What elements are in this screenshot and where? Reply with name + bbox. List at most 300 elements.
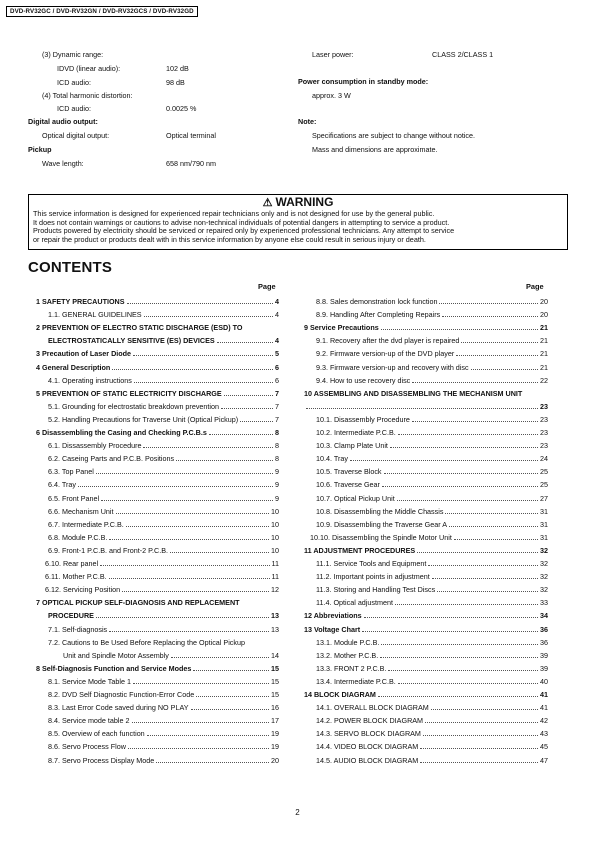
toc-entry[interactable] [316,297,548,306]
toc-entry[interactable] [304,546,548,555]
toc-entry[interactable] [48,638,279,647]
toc-entry[interactable] [48,494,279,503]
toc-entry-title: 6.12. Servicing Position [45,585,121,595]
toc-entry[interactable] [304,625,548,634]
toc-entry-title: 4.1. Operating instructions [48,375,132,385]
toc-entry-title: 6.1. Dissassembly Procedure [48,441,142,451]
toc-entry-title: 10.10. Disassembling the Spindle Motor Unit [310,532,452,542]
spec-text: Note: [298,117,317,126]
toc-entry-page: 7 [275,401,279,411]
toc-entry-page: 21 [540,349,548,359]
toc-entry[interactable] [48,546,279,555]
spec-text: 658 nm/790 nm [166,159,216,168]
spec-text: Laser power: [312,50,354,59]
toc-entry-page: 11 [271,572,279,582]
toc-leader-dots [442,316,538,317]
toc-entry-page: 14 [271,650,279,660]
toc-leader-dots [156,762,269,763]
toc-entry-title: 10.4. Tray [316,454,348,464]
toc-entry-title: 10.9. Disassembling the Traverse Gear A [316,519,448,529]
toc-entry[interactable] [304,690,548,699]
toc-entry-page: 10 [271,545,279,555]
toc-entry[interactable] [316,703,548,712]
page-column-label-left: Page [258,282,276,291]
spec-text: Power consumption in standby mode: [298,77,429,86]
toc-entry-title: 7.1. Self-diagnosis [48,624,108,634]
toc-leader-dots [128,748,269,749]
toc-entry-page: 8 [275,454,279,464]
toc-entry-page: 32 [540,572,548,582]
spec-text: Optical terminal [166,131,216,140]
toc-entry-title: 6.3. Top Panel [48,467,94,477]
toc-entry-page: 4 [275,310,279,320]
toc-entry-page: 36 [540,624,548,634]
toc-leader-dots [221,408,273,409]
warning-line: Products powered by electricity should be serviced or repaired only by experienced professional technicians. Any attempt to service [33,226,455,236]
toc-entry-page: 22 [540,375,548,385]
warning-line: or repair the product or products dealt with in this service information by anyone else could result in serious injury or death. [33,234,426,244]
toc-entry-title: 14.2. POWER BLOCK DIAGRAM [316,716,424,726]
toc-leader-dots [423,735,538,736]
spec-text: Digital audio output: [28,117,98,126]
toc-entry[interactable] [48,310,279,319]
toc-entry-title: 12 Abbreviations [304,611,362,621]
toc-entry-page: 4 [275,297,279,306]
warning-title-text: WARNING [275,195,334,209]
toc-entry[interactable] [36,389,279,398]
toc-leader-dots [147,735,269,736]
toc-leader-dots [384,473,538,474]
toc-leader-dots [122,591,269,592]
toc-leader-dots [437,591,538,592]
toc-entry-page: 32 [540,559,548,568]
toc-entry-page: 8 [275,441,279,451]
toc-entry-title: 8.9. Handling After Completing Repairs [316,310,441,320]
warning-line: It does not contain warnings or cautions to advise non-technical individuals of potential dangers in attempting to service a product. [33,217,450,227]
toc-entry-page: 16 [271,703,279,713]
toc-entry-title: 8.4. Service mode table 2 [48,716,130,726]
toc-entry[interactable] [36,598,279,607]
toc-entry-page: 31 [540,519,548,529]
toc-entry-title: 3 Precaution of Laser Diode [36,349,132,359]
toc-entry[interactable] [48,480,279,489]
toc-entry[interactable] [316,441,548,450]
toc-entry-page: 9 [275,467,279,477]
toc-entry-page: 13 [271,624,279,634]
toc-entry-page: 20 [271,755,279,765]
toc-entry[interactable] [316,363,548,372]
toc-entry-page: 33 [540,598,548,608]
spec-text: 0.0025 % [166,104,197,113]
toc-leader-dots [109,578,270,579]
toc-entry-page: 13 [271,611,279,621]
toc-entry[interactable] [48,507,279,516]
toc-entry[interactable] [316,729,548,738]
toc-leader-dots [96,617,269,618]
toc-entry-title: PROCEDURE [48,611,94,621]
toc-entry-page: 25 [540,480,548,490]
toc-entry[interactable] [48,376,279,385]
toc-entry-page: 27 [540,493,548,503]
toc-entry-title: 6.10. Rear panel [45,559,99,568]
toc-entry-title: 8.1. Service Mode Table 1 [48,676,131,686]
toc-entry-title: Unit and Spindle Motor Assembly [63,650,169,660]
toc-entry-page: 32 [540,545,548,555]
toc-entry-title: 13.1. Module P.C.B. [316,637,380,647]
toc-entry-page: 24 [540,454,548,464]
toc-entry[interactable] [63,651,279,660]
warning-body [29,210,567,244]
toc-leader-dots [100,565,269,566]
toc-entry[interactable] [310,533,548,542]
toc-leader-dots [126,526,269,527]
toc-leader-dots [193,670,269,671]
toc-entry-title: 6.6. Mechanism Unit [48,506,114,516]
toc-entry[interactable] [48,716,279,725]
toc-leader-dots [428,565,538,566]
toc-entry-page: 23 [540,414,548,424]
toc-leader-dots [224,395,273,396]
toc-entry[interactable] [316,349,548,358]
toc-entry-title: 10.8. Disassembling the Middle Chassis [316,506,444,516]
toc-leader-dots [143,447,273,448]
warning-title [29,196,567,210]
toc-entry[interactable] [48,690,279,699]
toc-entry-title: 8.8. Sales demonstration lock function [316,297,438,306]
warning-triangle-icon: ⚠ [262,197,273,209]
toc-entry-page: 39 [540,650,548,660]
toc-entry-title: 9.3. Firmware version-up and recovery with disc [316,362,469,372]
toc-entry[interactable] [48,756,279,765]
toc-entry[interactable] [304,389,548,398]
toc-entry-title: 10.6. Traverse Gear [316,480,380,490]
toc-entry-page: 41 [540,703,548,713]
toc-entry-title: 1.1. GENERAL GUIDELINES [48,310,142,320]
toc-entry-title: 6.7. Intermediate P.C.B. [48,519,124,529]
toc-entry[interactable] [48,625,279,634]
toc-entry-page: 31 [540,532,548,542]
toc-leader-dots [420,762,538,763]
spec-text: Specifications are subject to change without notice. [312,131,476,140]
toc-entry-page: 15 [271,676,279,686]
toc-entry-page: 23 [540,428,548,437]
toc-leader-dots [364,617,538,618]
toc-entry[interactable] [316,742,548,751]
toc-entry-title: 9.4. How to use recovery disc [316,375,411,385]
toc-entry-page: 7 [275,414,279,424]
toc-leader-dots [191,709,270,710]
toc-entry[interactable] [316,520,548,529]
toc-entry[interactable] [45,572,279,581]
toc-leader-dots [101,500,273,501]
toc-entry-title: 9 Service Precautions [304,323,379,333]
toc-entry[interactable] [36,297,279,306]
toc-leader-dots [362,631,538,632]
toc-entry[interactable] [48,677,279,686]
toc-entry[interactable] [316,454,548,463]
toc-entry-page: 15 [271,690,279,699]
toc-leader-dots [420,748,538,749]
toc-entry-title: 10 ASSEMBLING AND DISASSEMBLING THE MECHANISM UNIT [304,388,523,398]
toc-entry[interactable] [304,402,548,411]
toc-entry-page: 6 [275,375,279,385]
toc-entry[interactable] [316,598,548,607]
document-header: DVD-RV32GC / DVD-RV32GN / DVD-RV32GCS / DVD-RV32GD [6,6,198,17]
toc-entry-page: 9 [275,480,279,490]
toc-entry[interactable] [45,559,279,568]
page-column-label-right: Page [526,282,544,291]
toc-entry-title: 14.3. SERVO BLOCK DIAGRAM [316,729,421,739]
toc-entry-title: 6.11. Mother P.C.B. [45,572,107,582]
toc-entry-page: 15 [271,663,279,673]
toc-entry[interactable] [48,703,279,712]
toc-entry-title: 4 General Description [36,362,111,372]
spec-text: CLASS 2/CLASS 1 [432,50,494,59]
toc-leader-dots [431,709,538,710]
toc-entry-title: 14 BLOCK DIAGRAM [304,690,376,699]
toc-entry-page: 11 [271,559,279,568]
toc-entry-page: 21 [540,323,548,333]
toc-leader-dots [380,657,538,658]
toc-leader-dots [217,342,273,343]
toc-entry[interactable] [316,651,548,660]
toc-entry[interactable] [36,363,279,372]
toc-leader-dots [397,500,538,501]
toc-entry-title: 6 Disassembling the Casing and Checking P.C.B.s [36,428,207,437]
toc-entry-title: 11 ADJUSTMENT PROCEDURES [304,545,416,555]
spec-text: Mass and dimensions are approximate. [312,145,438,154]
toc-leader-dots [395,604,538,605]
toc-entry-page: 6 [275,362,279,372]
toc-entry[interactable] [316,716,548,725]
toc-entry-page: 36 [540,637,548,647]
toc-entry-title: 10.5. Traverse Block [316,467,382,477]
toc-entry[interactable] [45,585,279,594]
toc-entry-title: 11.4. Optical adjustment [316,598,393,608]
toc-entry-title: 8 Self-Diagnosis Function and Service Modes [36,663,192,673]
toc-leader-dots [390,447,538,448]
toc-entry[interactable] [48,402,279,411]
toc-leader-dots [112,369,273,370]
toc-leader-dots [170,552,269,553]
toc-leader-dots [132,722,269,723]
toc-entry[interactable] [48,415,279,424]
toc-entry[interactable] [316,494,548,503]
toc-entry-title: 5.2. Handling Precautions for Traverse Unit (Optical Pickup) [48,414,239,424]
warning-box [28,194,568,250]
toc-entry[interactable] [36,323,279,332]
toc-entry-page: 10 [271,506,279,516]
toc-entry[interactable] [36,428,279,437]
toc-entry-title: 9.2. Firmware version-up of the DVD player [316,349,455,359]
toc-leader-dots [417,552,538,553]
toc-entry[interactable] [316,415,548,424]
toc-entry-title: 14.1. OVERALL BLOCK DIAGRAM [316,703,429,713]
toc-entry-page: 19 [271,729,279,739]
toc-leader-dots [471,369,538,370]
toc-leader-dots [412,382,538,383]
toc-entry[interactable] [304,611,548,620]
contents-heading: CONTENTS [28,259,113,276]
toc-entry[interactable] [48,454,279,463]
toc-entry-page: 43 [540,729,548,739]
toc-entry[interactable] [316,638,548,647]
toc-entry-title: 8.5. Overview of each function [48,729,145,739]
toc-leader-dots [196,696,269,697]
spec-text: (4) Total harmonic distortion: [42,91,133,100]
toc-leader-dots [461,342,538,343]
toc-entry-page: 39 [540,663,548,673]
toc-entry[interactable] [316,677,548,686]
toc-entry-title: 13.3. FRONT 2 P.C.B. [316,663,387,673]
spec-text: 98 dB [166,78,185,87]
toc-entry-page: 31 [540,506,548,516]
toc-entry[interactable] [36,349,279,358]
toc-entry-title: 8.3. Last Error Code saved during NO PLAY [48,703,189,713]
toc-entry-title: 14.4. VIDEO BLOCK DIAGRAM [316,742,419,752]
toc-entry[interactable] [316,585,548,594]
toc-entry-title: 13 Voltage Chart [304,624,361,634]
toc-leader-dots [381,644,538,645]
toc-entry-title: 11.1. Service Tools and Equipment [316,559,427,568]
toc-leader-dots [378,696,538,697]
spec-text: IDVD (linear audio): [57,64,121,73]
toc-leader-dots [240,421,273,422]
toc-entry-page: 21 [540,336,548,346]
toc-entry-title: ELECTROSTATICALLY SENSITIVE (ES) DEVICES [48,336,215,346]
toc-entry[interactable] [316,428,548,437]
toc-entry-title: 11.2. Important points in adjustment [316,572,430,582]
toc-leader-dots [432,578,538,579]
toc-entry[interactable] [48,742,279,751]
warning-line: This service information is designed for experienced repair technicians only and is not designed for use by the general public. [33,209,435,218]
toc-entry-title: 10.3. Clamp Plate Unit [316,441,388,451]
toc-entry-page: 23 [540,401,548,411]
toc-entry-page: 40 [540,676,548,686]
spec-text: ICD audio: [57,104,91,113]
toc-leader-dots [445,513,538,514]
toc-leader-dots [398,683,538,684]
toc-entry-title: 10.1. Disassembly Procedure [316,414,410,424]
toc-leader-dots [96,473,273,474]
toc-leader-dots [209,434,273,435]
toc-leader-dots [449,526,538,527]
spec-text: Wave length: [42,159,84,168]
toc-entry[interactable] [316,572,548,581]
toc-entry-title: 5 PREVENTION OF STATIC ELECTRICITY DISCHARGE [36,388,222,398]
toc-entry-title: 8.7. Servo Process Display Mode [48,755,155,765]
toc-entry-page: 41 [540,690,548,699]
page-number: 2 [295,808,300,817]
toc-entry-page: 25 [540,467,548,477]
toc-entry-page: 42 [540,716,548,726]
toc-leader-dots [171,657,269,658]
toc-entry-page: 10 [271,532,279,542]
toc-leader-dots [109,539,269,540]
toc-leader-dots [425,722,538,723]
toc-entry-page: 12 [271,585,279,595]
spec-text: ICD audio: [57,78,91,87]
toc-entry[interactable] [316,559,548,568]
toc-leader-dots [350,460,538,461]
toc-leader-dots [144,316,273,317]
toc-entry-page: 21 [540,362,548,372]
toc-entry[interactable] [316,756,548,765]
toc-entry-title: 13.2. Mother P.C.B. [316,650,379,660]
toc-entry[interactable] [48,441,279,450]
toc-entry-title: 6.5. Front Panel [48,493,100,503]
toc-entry-page: 47 [540,755,548,765]
toc-entry[interactable] [316,336,548,345]
toc-entry[interactable] [48,467,279,476]
toc-entry-title: 10.7. Optical Pickup Unit [316,493,395,503]
toc-leader-dots [412,421,538,422]
toc-leader-dots [388,670,538,671]
toc-entry-title: 9.1. Recovery after the dvd player is repaired [316,336,460,346]
toc-leader-dots [127,303,273,304]
toc-entry-page: 34 [540,611,548,621]
toc-entry-page: 7 [275,388,279,398]
toc-entry[interactable] [48,533,279,542]
toc-entry[interactable] [36,664,279,673]
spec-text: 102 dB [166,64,189,73]
toc-leader-dots [454,539,538,540]
toc-entry[interactable] [316,507,548,516]
toc-leader-dots [134,382,273,383]
toc-entry[interactable] [316,467,548,476]
toc-entry-title: 6.8. Module P.C.B. [48,532,108,542]
toc-entry-title: 6.4. Tray [48,480,76,490]
toc-leader-dots [306,408,538,409]
spec-text: approx. 3 W [312,91,351,100]
toc-entry-page: 23 [540,441,548,451]
toc-leader-dots [381,329,538,330]
toc-entry-page: 45 [540,742,548,752]
toc-entry[interactable] [316,376,548,385]
toc-entry-page: 9 [275,493,279,503]
toc-entry-title: 10.2. Intermediate P.C.B. [316,428,396,437]
toc-entry-title: 11.3. Storing and Handling Test Discs [316,585,436,595]
toc-entry[interactable] [48,611,279,620]
toc-leader-dots [133,355,273,356]
toc-entry-title: 6.2. Caseing Parts and P.C.B. Positions [48,454,175,464]
toc-leader-dots [439,303,538,304]
toc-entry[interactable] [48,336,279,345]
toc-entry[interactable] [304,323,548,332]
spec-text: Pickup [28,145,52,154]
toc-leader-dots [176,460,273,461]
toc-entry-page: 20 [540,297,548,306]
toc-leader-dots [78,486,273,487]
toc-entry[interactable] [48,729,279,738]
toc-entry[interactable] [316,310,548,319]
toc-entry-page: 8 [275,428,279,437]
toc-entry-title: 6.9. Front-1 P.C.B. and Front-2 P.C.B. [48,545,168,555]
toc-entry[interactable] [48,520,279,529]
toc-entry[interactable] [316,480,548,489]
toc-entry-title: 5.1. Grounding for electrostatic breakdown prevention [48,401,220,411]
toc-entry-title: 14.5. AUDIO BLOCK DIAGRAM [316,755,419,765]
toc-entry-page: 17 [271,716,279,726]
toc-leader-dots [109,631,269,632]
toc-entry[interactable] [316,664,548,673]
toc-leader-dots [133,683,269,684]
toc-entry-page: 20 [540,310,548,320]
toc-entry-title: 7.2. Cautions to Be Used Before Replacing the Optical Pickup [48,637,245,647]
toc-entry-title: 8.2. DVD Self Diagnostic Function-Error Code [48,690,195,699]
toc-entry-page: 32 [540,585,548,595]
toc-leader-dots [456,355,538,356]
